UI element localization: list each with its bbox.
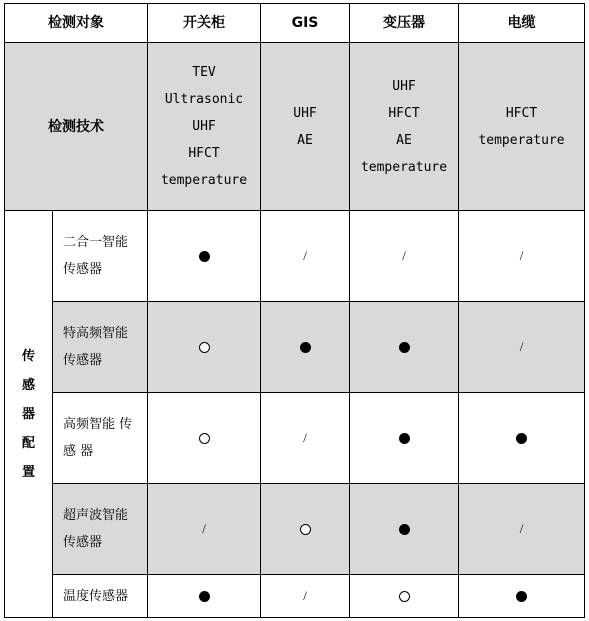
cell: [459, 393, 585, 484]
cell: [350, 575, 459, 618]
section-char: 配: [21, 435, 35, 451]
cell: [350, 211, 459, 302]
tech-switchgear: [148, 43, 261, 211]
sensor-row-2: [5, 393, 585, 484]
empty-circle-icon: [300, 524, 311, 535]
sensor-row-4: [5, 575, 585, 618]
cell: [261, 302, 350, 393]
tech-item: UHF: [392, 78, 416, 94]
tech-gis: [261, 43, 350, 211]
tech-item: Ultrasonic: [164, 92, 244, 107]
cell: [459, 484, 585, 575]
cell: [261, 575, 350, 618]
cell: [459, 211, 585, 302]
sensor-name: 超声波智能 传感器: [53, 484, 148, 575]
section-char: 器: [21, 406, 35, 422]
header-object-label: 检测对象: [5, 4, 148, 43]
cell: [350, 484, 459, 575]
not-applicable-mark: /: [303, 588, 307, 603]
filled-circle-icon: [399, 433, 410, 444]
not-applicable-mark: /: [402, 248, 406, 263]
cell: [148, 393, 261, 484]
not-applicable-mark: /: [303, 430, 307, 445]
cell: [261, 211, 350, 302]
empty-circle-icon: [199, 433, 210, 444]
filled-circle-icon: [516, 591, 527, 602]
sensor-name: 温度传感器: [53, 575, 148, 618]
technology-label: 检测技术: [5, 43, 148, 211]
tech-item: temperature: [160, 173, 248, 188]
not-applicable-mark: /: [303, 248, 307, 263]
cell: [148, 575, 261, 618]
header-row: [5, 4, 585, 43]
sensor-section-label: [5, 211, 53, 618]
sensor-name: 特高频智能 传感器: [53, 302, 148, 393]
filled-circle-icon: [399, 524, 410, 535]
not-applicable-mark: /: [519, 521, 524, 536]
filled-circle-icon: [300, 342, 311, 353]
cell: [459, 302, 585, 393]
header-col-cable: 电缆: [459, 4, 585, 43]
cell: [350, 302, 459, 393]
tech-item: UHF: [192, 119, 216, 134]
technology-row: [5, 43, 585, 211]
cell: [261, 484, 350, 575]
not-applicable-mark: /: [202, 521, 206, 536]
cell: [148, 302, 261, 393]
section-char: 传: [21, 348, 35, 364]
header-col-gis: GIS: [261, 4, 350, 43]
not-applicable-mark: /: [519, 339, 524, 354]
tech-cable: [459, 43, 585, 211]
tech-item: temperature: [360, 159, 448, 175]
tech-item: AE: [297, 132, 313, 148]
sensor-row-1: [5, 302, 585, 393]
section-char: 置: [21, 464, 35, 480]
sensor-row-3: [5, 484, 585, 575]
sensor-row-0: [5, 211, 585, 302]
header-col-transformer: 变压器: [350, 4, 459, 43]
tech-item: temperature: [478, 132, 565, 148]
filled-circle-icon: [199, 591, 210, 602]
cell: [350, 393, 459, 484]
tech-item: UHF: [293, 105, 317, 121]
cell: [459, 575, 585, 618]
not-applicable-mark: /: [519, 248, 524, 263]
tech-item: HFCT: [388, 105, 420, 121]
sensor-config-table: [4, 3, 585, 618]
header-col-switchgear: 开关柜: [148, 4, 261, 43]
cell: [148, 211, 261, 302]
empty-circle-icon: [399, 591, 410, 602]
sensor-name: 高频智能 传 感 器: [53, 393, 148, 484]
tech-item: HFCT: [188, 146, 220, 161]
tech-item: AE: [396, 132, 412, 148]
filled-circle-icon: [399, 342, 410, 353]
cell: [148, 484, 261, 575]
filled-circle-icon: [516, 433, 527, 444]
tech-item: TEV: [192, 65, 216, 80]
tech-item: HFCT: [505, 105, 538, 121]
tech-transformer: [350, 43, 459, 211]
section-char: 感: [21, 377, 35, 393]
sensor-name: 二合一智能 传感器: [53, 211, 148, 302]
empty-circle-icon: [199, 342, 210, 353]
cell: [261, 393, 350, 484]
filled-circle-icon: [199, 251, 210, 262]
